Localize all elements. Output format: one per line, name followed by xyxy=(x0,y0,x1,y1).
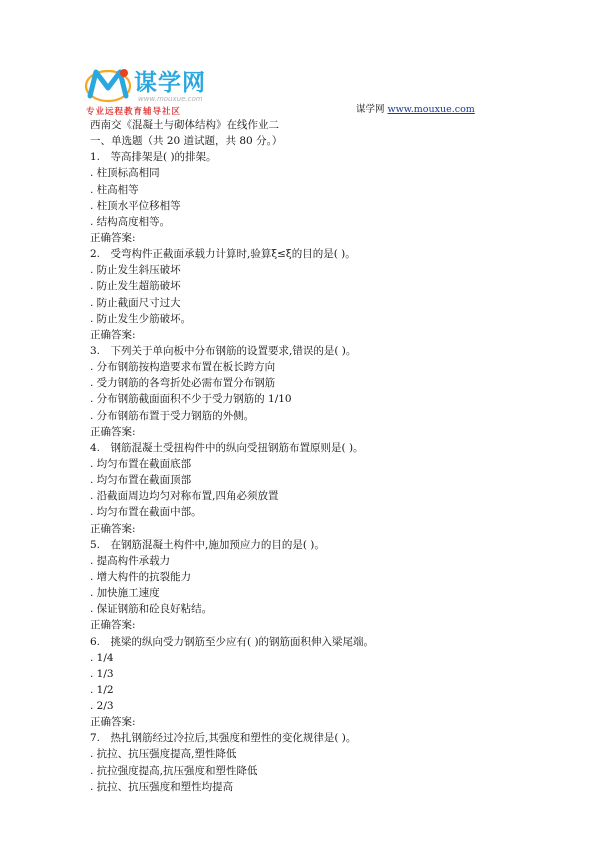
question-text: 6. 挑梁的纵向受力钢筋至少应有( )的钢筋面积伸入梁尾端。 xyxy=(90,635,375,648)
question-text: 1. 等高排架是( )的排架。 xyxy=(90,151,217,164)
question-text: 5. 在钢筋混凝土构件中,施加预应力的目的是( )。 xyxy=(90,538,325,551)
answer-option: . 防止截面尺寸过大 xyxy=(90,296,181,309)
answer-option: . 结构高度相等。 xyxy=(90,215,171,228)
logo-mark-icon xyxy=(84,64,132,104)
answer-option: . 防止发生斜压破坏 xyxy=(90,264,181,277)
answer-option: . 保证钢筋和砼良好粘结。 xyxy=(90,603,213,616)
logo-slogan: 专业远程教育辅导社区 xyxy=(86,107,182,117)
answer-option: . 1/3 xyxy=(90,667,114,680)
section-heading: 一、单选题（共 20 道试题，共 80 分。） xyxy=(90,135,283,148)
correct-answer-label: 正确答案: xyxy=(90,425,136,438)
question-text: 7. 热扎钢筋经过冷拉后,其强度和塑性的变化规律是( )。 xyxy=(90,732,357,745)
site-logo xyxy=(84,62,234,118)
correct-answer-label: 正确答案: xyxy=(90,522,136,535)
answer-option: . 分布钢筋按构造要求布置在板长跨方向 xyxy=(90,361,276,374)
answer-option: . 2/3 xyxy=(90,700,114,713)
answer-option: . 分布钢筋布置于受力钢筋的外侧。 xyxy=(90,409,255,422)
correct-answer-label: 正确答案: xyxy=(90,619,136,632)
answer-option: . 抗拉强度提高,抗压强度和塑性降低 xyxy=(90,764,258,777)
document-body xyxy=(90,117,570,795)
answer-option: . 分布钢筋截面面积不少于受力钢筋的 1/10 xyxy=(90,393,292,406)
answer-option: . 抗拉、抗压强度提高,塑性降低 xyxy=(90,748,237,761)
logo-url: www.mouxue.com xyxy=(138,95,203,103)
site-url-link[interactable]: www.mouxue.com xyxy=(387,104,475,115)
answer-option: . 受力钢筋的各弯折处必需布置分布钢筋 xyxy=(90,377,276,390)
question-list xyxy=(90,149,570,795)
answer-option: . 增大构件的抗裂能力 xyxy=(90,570,192,583)
question-text: 2. 受弯构件正截面承载力计算时,验算ξ≤ξ的目的是( )。 xyxy=(90,248,356,261)
answer-option: . 柱高相等 xyxy=(90,183,139,196)
question-text: 4. 钢筋混凝土受扭构件中的纵向受扭钢筋布置原则是( )。 xyxy=(90,441,364,454)
answer-option: . 柱顶标高相同 xyxy=(90,167,160,180)
correct-answer-label: 正确答案: xyxy=(90,328,136,341)
answer-option: . 抗拉、抗压强度和塑性均提高 xyxy=(90,780,234,793)
site-label: 谋学网 xyxy=(356,104,385,115)
answer-option: . 沿截面周边均匀对称布置,四角必须放置 xyxy=(90,490,279,503)
site-reference xyxy=(356,101,475,115)
correct-answer-label: 正确答案: xyxy=(90,716,136,729)
answer-option: . 1/2 xyxy=(90,683,114,696)
answer-option: . 均匀布置在截面底部 xyxy=(90,457,192,470)
answer-option: . 均匀布置在截面中部。 xyxy=(90,506,202,519)
answer-option: . 均匀布置在截面顶部 xyxy=(90,474,192,487)
answer-option: . 加快施工速度 xyxy=(90,587,160,600)
answer-option: . 柱顶水平位移相等 xyxy=(90,199,181,212)
document-title: 西南交《混凝土与砌体结构》在线作业二 xyxy=(90,119,279,131)
answer-option: . 防止发生超筋破坏 xyxy=(90,280,181,293)
question-text: 3. 下列关于单向板中分布钢筋的设置要求,错误的是( )。 xyxy=(90,344,357,357)
logo-name: 谋学网 xyxy=(134,70,206,96)
answer-option: . 1/4 xyxy=(90,651,114,664)
answer-option: . 防止发生少筋破坏。 xyxy=(90,312,192,325)
answer-option: . 提高构件承载力 xyxy=(90,554,171,567)
correct-answer-label: 正确答案: xyxy=(90,231,136,244)
